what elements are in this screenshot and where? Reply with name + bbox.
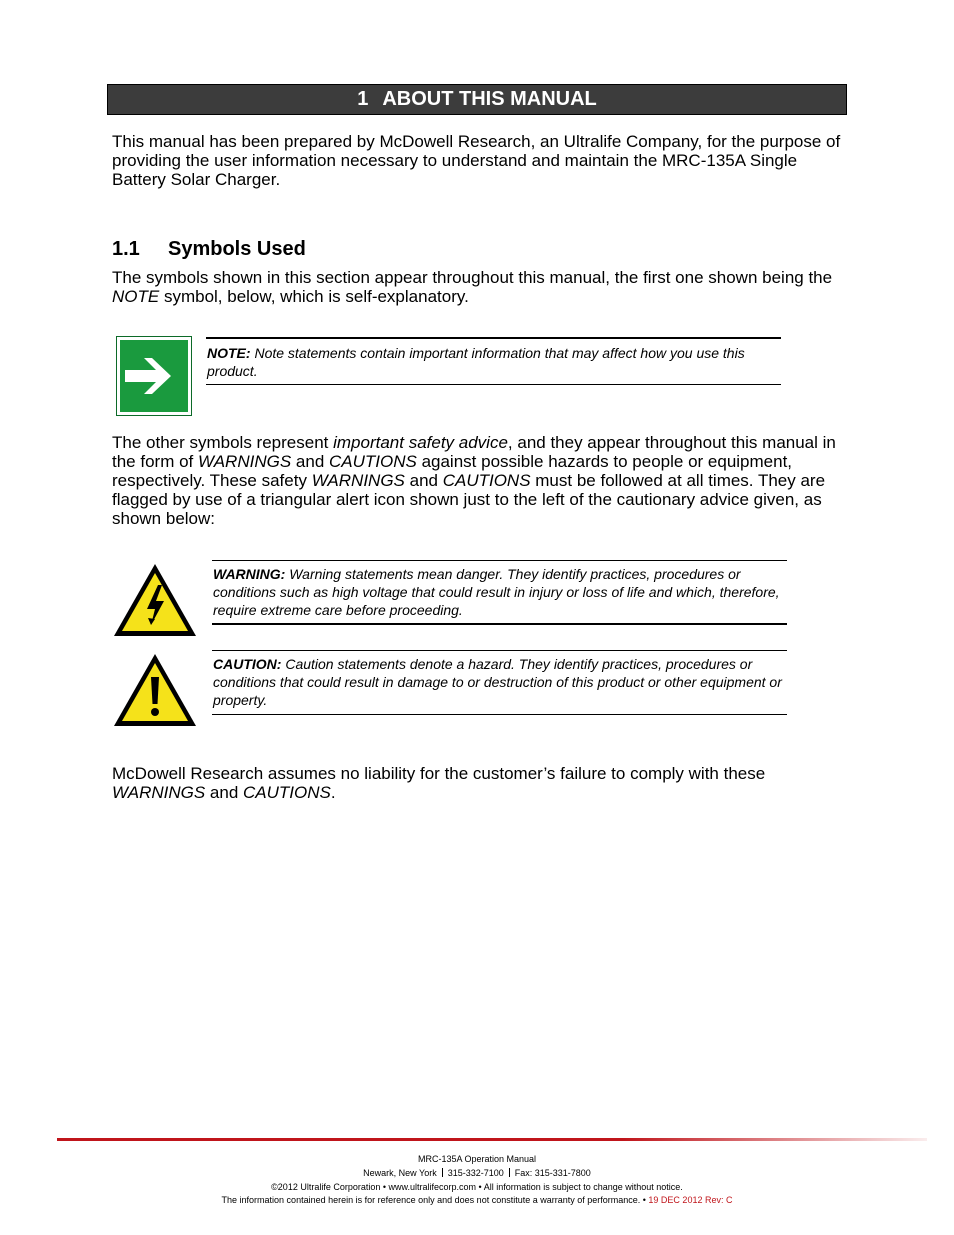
green-arrow-icon <box>116 336 192 416</box>
text-run: and <box>205 783 244 802</box>
section-title: ABOUT THIS MANUAL <box>382 88 597 110</box>
note-text: Note statements contain important information that may affect how you use this product. <box>207 345 745 379</box>
text-run: and <box>404 471 443 490</box>
emphasis: important safety advice <box>333 433 508 452</box>
revision-label: 19 DEC 2012 Rev: C <box>648 1195 733 1205</box>
footer-disclaimer <box>0 1194 954 1206</box>
footer-fax: Fax: 315-331-7800 <box>514 1168 591 1178</box>
text-run: The other symbols represent <box>112 433 334 452</box>
text-run: symbol, below, which is self-explanatory. <box>159 287 469 306</box>
note-box <box>206 337 781 385</box>
subsection-heading <box>112 238 306 261</box>
note-label: NOTE: <box>207 345 251 361</box>
footer-contact <box>0 1167 954 1179</box>
safety-paragraph <box>112 433 848 528</box>
text-run: must be followed at all times. They are flagged by use of a triangular alert icon shown just to the left of the cautionary advice given, as shown below: <box>112 471 826 528</box>
separator <box>509 1168 510 1177</box>
footer-copyright: ©2012 Ultralife Corporation • www.ultralifecorp.com • All information is subject to change without notice. <box>271 1182 683 1192</box>
liability-paragraph <box>112 764 848 802</box>
footer-divider <box>57 1138 927 1141</box>
disclaimer-text: The information contained herein is for reference only and does not constitute a warranty of performance. • <box>221 1195 649 1205</box>
subsection-number: 1.1 <box>112 238 140 260</box>
footer-phone: 315-332-7100 <box>447 1168 504 1178</box>
text-run: . <box>330 783 336 802</box>
emphasis: WARNINGS <box>197 452 292 471</box>
warning-box <box>212 560 787 625</box>
subsection-title: Symbols Used <box>168 238 306 260</box>
emphasis: CAUTIONS <box>329 452 417 471</box>
text-run: , and they appear throughout this manual in the form of <box>112 433 836 471</box>
exclamation-caution-icon <box>111 651 199 729</box>
text-run: McDowell Research assumes no liability for the customer’s failure to comply with these <box>112 764 766 783</box>
high-voltage-warning-icon <box>111 561 199 639</box>
caution-label: CAUTION: <box>213 656 282 672</box>
warning-label: WARNING: <box>213 566 286 582</box>
section-heading <box>107 84 847 115</box>
caution-box <box>212 650 787 715</box>
text-run: The symbols shown in this section appear throughout this manual, the first one shown being the <box>112 268 833 287</box>
warning-text: Warning statements mean danger. They identify practices, procedures or conditions such as high voltage that could result in injury or loss of life and which, therefore, require extreme care before proceeding. <box>213 566 780 618</box>
footer-manual-title: MRC-135A Operation Manual <box>417 1154 537 1164</box>
emphasis: WARNINGS <box>311 471 405 490</box>
intro-paragraph: This manual has been prepared by McDowell Research, an Ultralife Company, for the purpose of providing the user information necessary to understand and maintain the MRC-135A Single Battery Solar Charger. <box>112 132 841 189</box>
symbols-paragraph <box>112 268 842 306</box>
footer-city: Newark, New York <box>363 1168 437 1178</box>
emphasis: WARNINGS <box>112 783 206 802</box>
note-emphasis: NOTE <box>112 287 160 306</box>
separator <box>442 1168 443 1177</box>
caution-text: Caution statements denote a hazard. They identify practices, procedures or conditions that could result in damage to or destruction of this product or other equipment or property. <box>213 656 782 708</box>
text-run: and <box>291 452 329 471</box>
text-run: against possible hazards to people or equipment, respectively. These safety <box>112 452 793 490</box>
emphasis: CAUTIONS <box>243 783 331 802</box>
section-number: 1 <box>357 88 369 110</box>
emphasis: CAUTIONS <box>442 471 531 490</box>
